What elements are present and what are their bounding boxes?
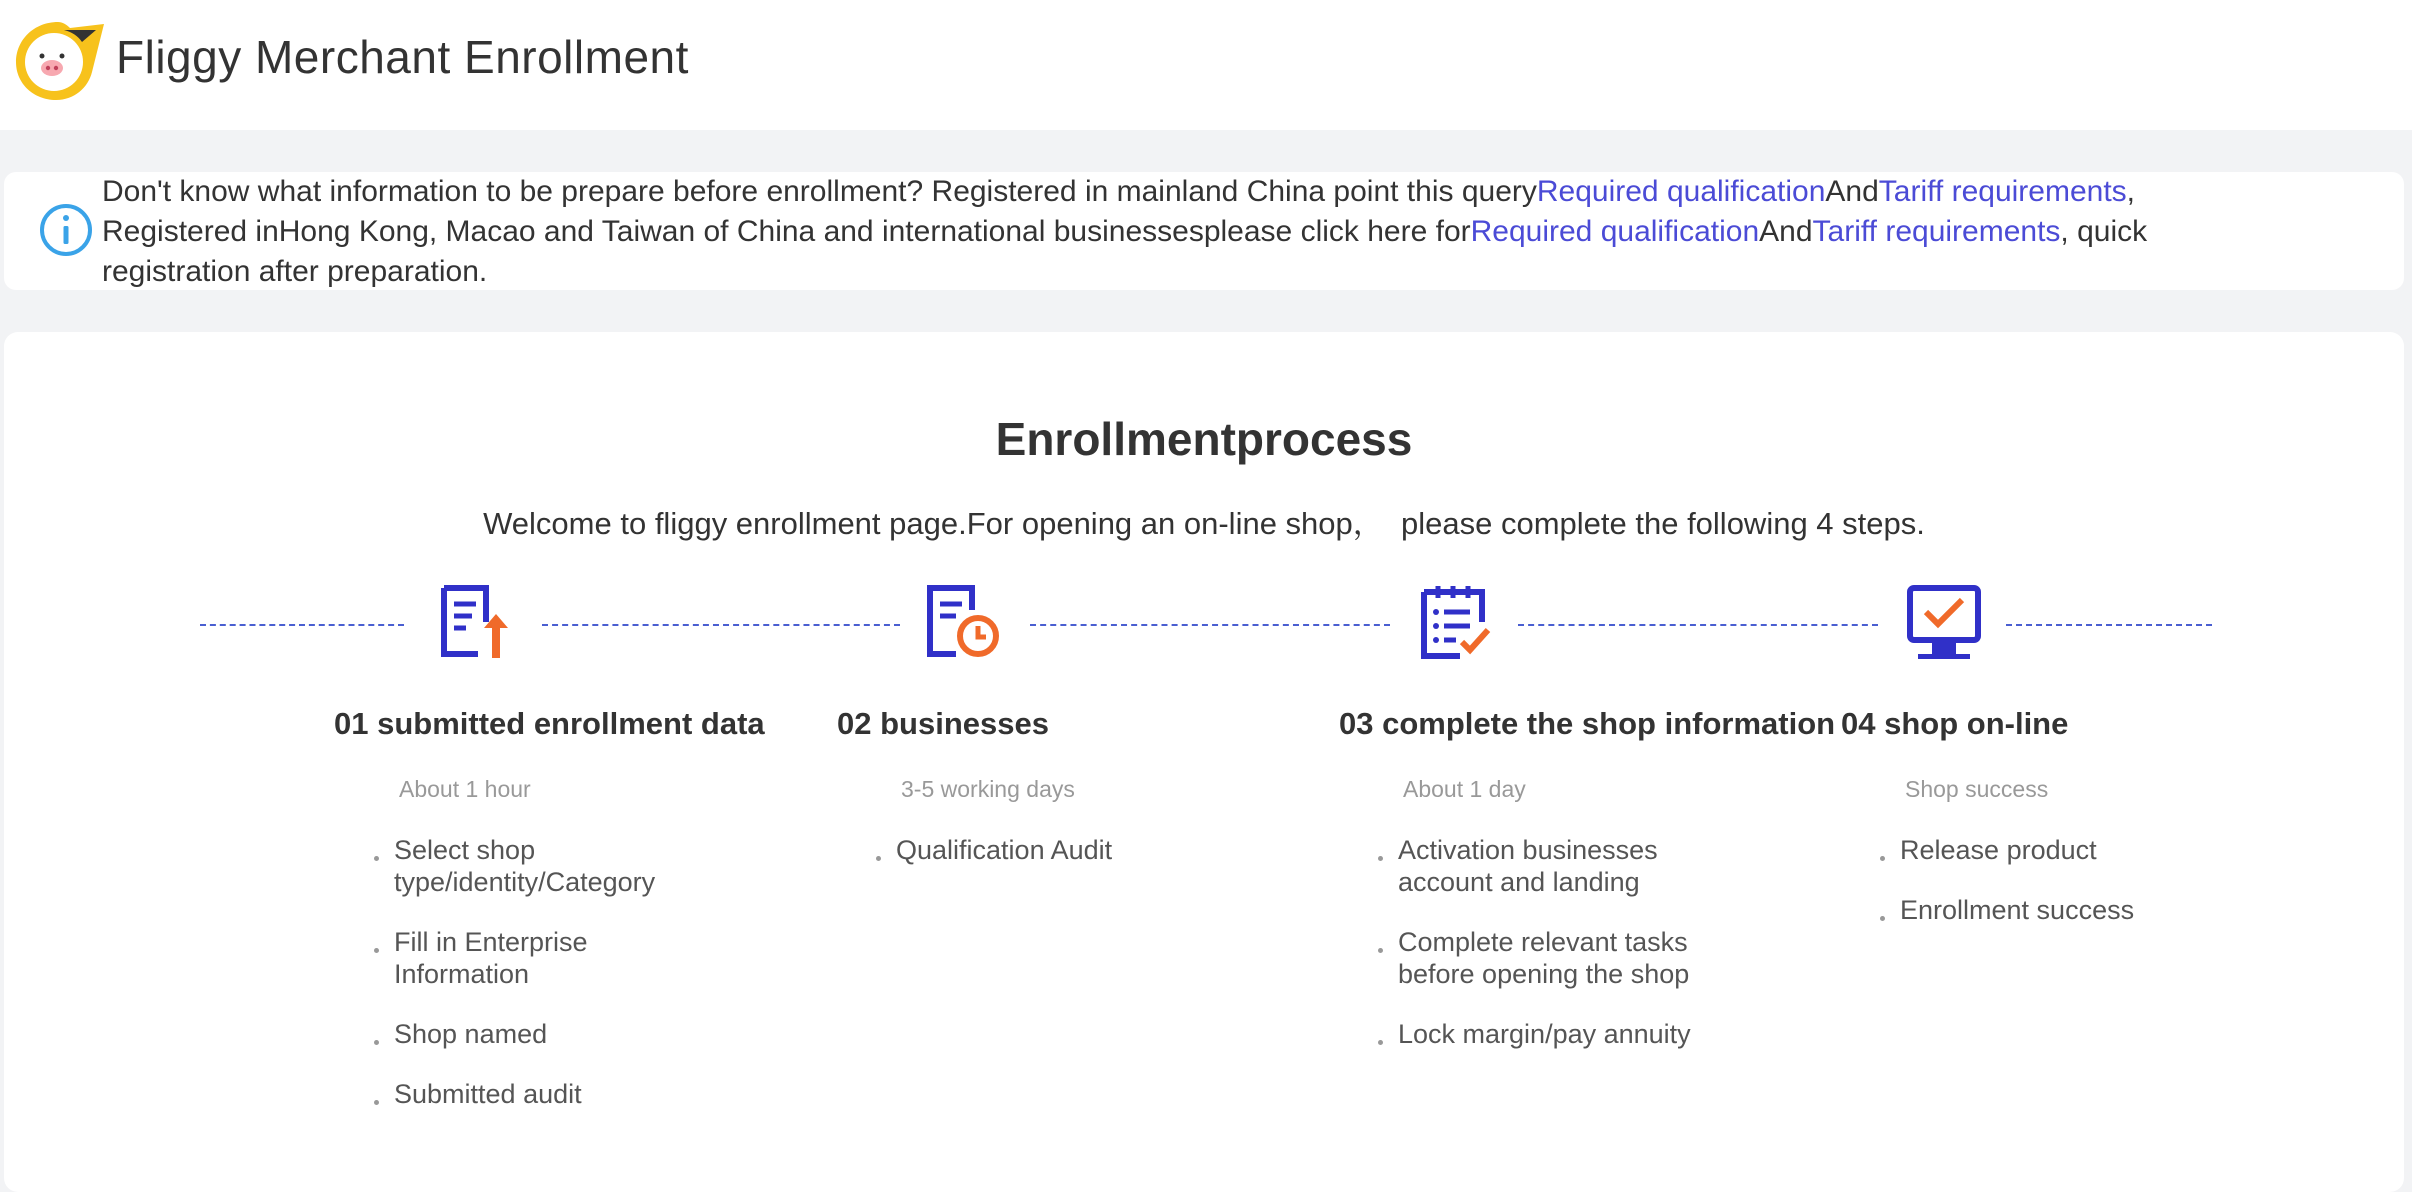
step-connector bbox=[200, 624, 404, 626]
document-clock-icon bbox=[922, 582, 1002, 662]
tariff-requirements-link-international[interactable]: Tariff requirements bbox=[1812, 215, 2061, 248]
fliggy-pig-logo[interactable] bbox=[12, 18, 104, 102]
step-connector bbox=[1518, 624, 1878, 626]
monitor-check-icon bbox=[1904, 582, 1984, 662]
page-header bbox=[0, 0, 2412, 130]
list-item: Lock margin/pay annuity bbox=[1378, 1018, 1708, 1050]
step-connector bbox=[542, 624, 900, 626]
list-item: Fill in Enterprise Information bbox=[374, 926, 704, 990]
list-item: Activation businesses account and landing bbox=[1378, 834, 1708, 898]
list-item: Submitted audit bbox=[374, 1078, 704, 1110]
step-2-title: 02 businesses bbox=[837, 706, 1049, 741]
step-2-list bbox=[876, 834, 1206, 894]
notice-text bbox=[102, 172, 2272, 292]
step-connector bbox=[1030, 624, 1390, 626]
step-1-title: 01 submitted enrollment data bbox=[334, 706, 765, 741]
step-4-title: 04 shop on-line bbox=[1841, 706, 2069, 741]
tariff-requirements-link-mainland[interactable]: Tariff requirements bbox=[1878, 175, 2127, 208]
step-1-duration: About 1 hour bbox=[399, 776, 531, 802]
and-text: And bbox=[1825, 175, 1879, 208]
step-2-duration: 3-5 working days bbox=[901, 776, 1075, 802]
step-4-list bbox=[1880, 834, 2210, 954]
checklist-icon bbox=[1416, 582, 1496, 662]
info-icon bbox=[38, 202, 94, 258]
step-3-list bbox=[1378, 834, 1708, 1078]
required-qualification-link-international[interactable]: Required qualification bbox=[1470, 215, 1760, 248]
list-item: Shop named bbox=[374, 1018, 704, 1050]
step-connector bbox=[2006, 624, 2212, 626]
process-title: Enrollmentprocess bbox=[995, 413, 1413, 465]
step-1-list bbox=[374, 834, 704, 1138]
notice-line2-suffix: , quick registration after preparation. bbox=[102, 215, 2148, 288]
process-subtitle: Welcome to fliggy enrollment page.For opening an on-line shop， please complete the following 4 steps. bbox=[483, 506, 1925, 541]
list-item: Enrollment success bbox=[1880, 894, 2210, 926]
list-item: Select shop type/identity/Category bbox=[374, 834, 704, 898]
step-3-duration: About 1 day bbox=[1403, 776, 1526, 802]
enrollment-process-panel bbox=[4, 332, 2404, 1192]
document-upload-icon bbox=[436, 582, 516, 662]
list-item: Qualification Audit bbox=[876, 834, 1206, 866]
notice-line1-text: Don't know what information to be prepare before enrollment? Registered in mainland China point this query bbox=[102, 175, 1537, 208]
step-4-duration: Shop success bbox=[1905, 776, 2049, 802]
required-qualification-link-mainland[interactable]: Required qualification bbox=[1536, 175, 1826, 208]
step-3-title: 03 complete the shop information bbox=[1339, 706, 1836, 741]
comma-text: , bbox=[2126, 175, 2136, 208]
info-notice bbox=[4, 172, 2404, 290]
list-item: Release product bbox=[1880, 834, 2210, 866]
and-text: And bbox=[1759, 215, 1813, 248]
notice-line2-text: Registered inHong Kong, Macao and Taiwan of China and international businessesplease click here for bbox=[102, 215, 1471, 248]
list-item: Complete relevant tasks before opening the shop bbox=[1378, 926, 1708, 990]
app-title: Fliggy Merchant Enrollment bbox=[116, 31, 689, 83]
